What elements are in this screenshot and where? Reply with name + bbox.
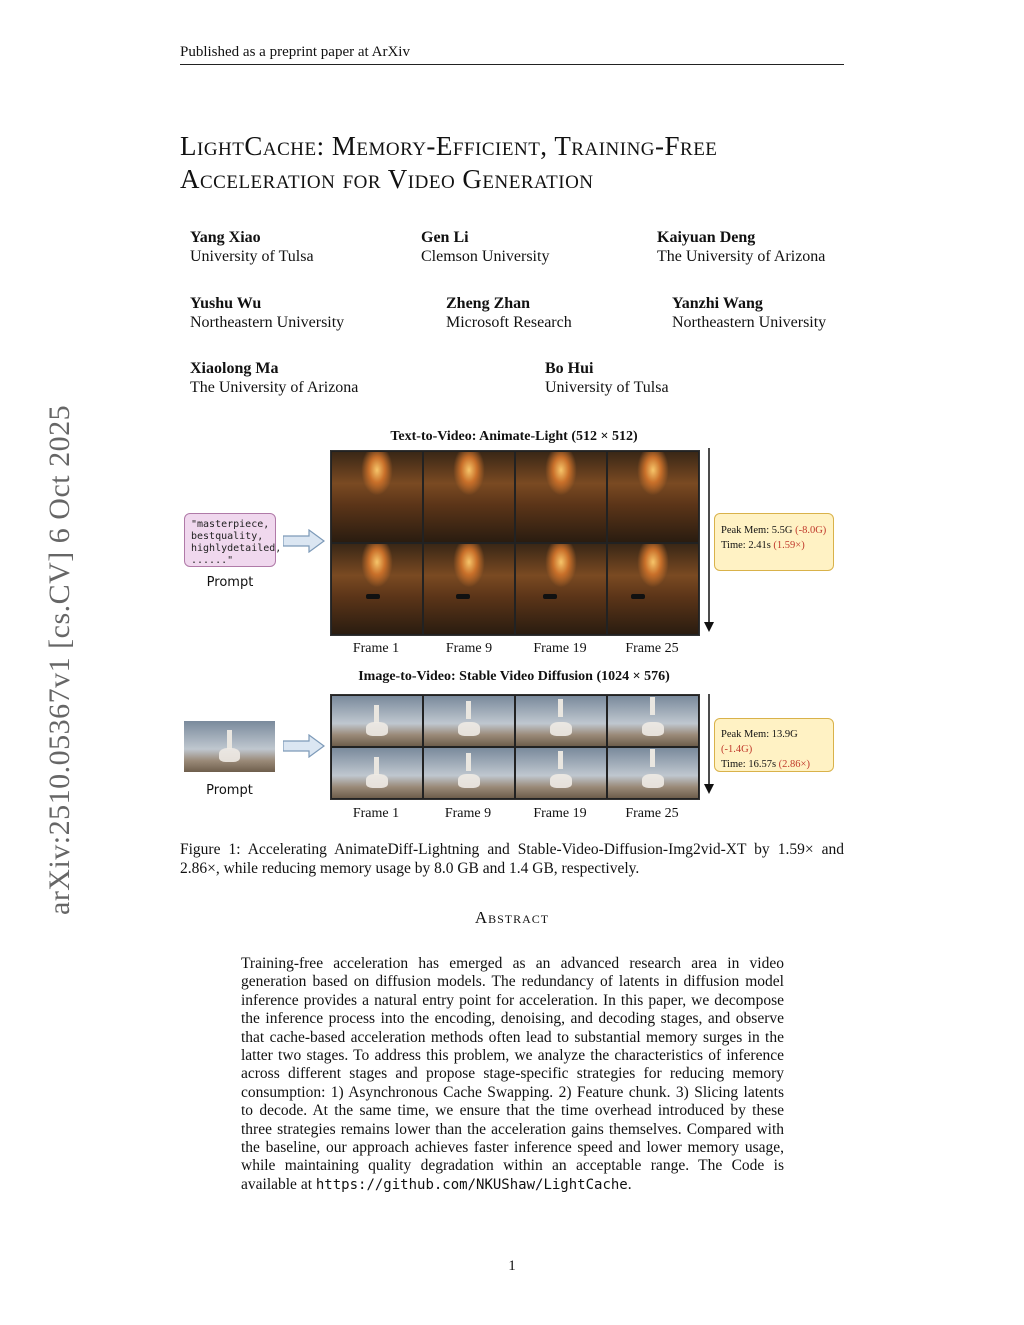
title-line-1: LightCache: Memory-Efficient, Training-Free bbox=[180, 131, 718, 161]
author-affiliation: Clemson University bbox=[421, 248, 550, 265]
author-block bbox=[190, 359, 358, 397]
i2v-peak-mem: Peak Mem: 13.9G (-1.4G) bbox=[721, 729, 798, 755]
video-frame bbox=[332, 748, 422, 798]
frame-label: Frame 25 bbox=[625, 806, 679, 821]
video-frame bbox=[516, 452, 606, 542]
frame-label: Frame 1 bbox=[352, 641, 400, 656]
author-name: Yushu Wu bbox=[190, 295, 262, 312]
author-block bbox=[545, 359, 669, 397]
abstract-end: . bbox=[627, 1175, 632, 1193]
t2v-time: Time: 2.41s (1.59×) bbox=[721, 540, 805, 551]
video-frame bbox=[516, 696, 606, 746]
code-link[interactable]: https://github.com/NKUShaw/LightCache bbox=[315, 1176, 628, 1193]
video-frame bbox=[424, 452, 514, 542]
paper-title bbox=[180, 130, 860, 196]
figure-caption: Figure 1: Accelerating AnimateDiff-Lightning and Stable-Video-Diffusion-Img2vid-XT by 1.59× and 2.86×, while reducing memory usage by 8.0 GB and 1.4 GB, respectively. bbox=[180, 841, 844, 877]
t2v-stats-box bbox=[714, 513, 834, 571]
i2v-prompt-label: Prompt bbox=[206, 783, 253, 798]
t2v-prompt-label: Prompt bbox=[206, 575, 254, 590]
author-name: Xiaolong Ma bbox=[190, 360, 279, 377]
video-frame bbox=[516, 544, 606, 634]
abstract-text: Training-free acceleration has emerged as an advanced research area in video generation based on diffusion models. The redundancy of latents in diffusion model inference provides a natural entry point for acceleration. In this paper, we decompose the inference process into the encoding, denoising, and decoding stages, and observe that cache-based acceleration methods often lead to substantial memory surges in the latter two stages. To address this problem, we analyze the characteristics of inference across different stages and propose stage-specific strategies for reducing memory consumption: 1) Asynchronous Cache Swapping. 2) Feature chunk. 3) Slicing latents to decode. At the same time, we ensure that the time overhead introduced by these three strategies remains lower than the acceleration gains themselves. Compared with the baseline, our approach achieves faster inference speed and lower memory usage, while maintaining quality degradation within an acceptable range. The Code is available at bbox=[241, 955, 784, 1193]
frame-label: Frame 9 bbox=[444, 806, 492, 821]
t2v-peak-mem: Peak Mem: 5.5G (-8.0G) bbox=[721, 525, 827, 536]
author-affiliation: Northeastern University bbox=[190, 314, 345, 331]
author-block bbox=[446, 294, 572, 332]
i2v-frame-grid bbox=[330, 694, 700, 800]
author-name: Kaiyuan Deng bbox=[657, 229, 756, 246]
page-number: 1 bbox=[508, 1258, 516, 1274]
author-block bbox=[421, 228, 549, 266]
author-affiliation: University of Tulsa bbox=[545, 379, 669, 396]
video-frame bbox=[516, 748, 606, 798]
author-affiliation: The University of Arizona bbox=[657, 248, 826, 265]
author-block bbox=[672, 294, 826, 332]
title-line-2: Acceleration for Video Generation bbox=[180, 164, 594, 194]
author-name: Gen Li bbox=[421, 229, 469, 246]
i2v-input-arrow-icon bbox=[283, 734, 325, 758]
video-frame bbox=[608, 696, 698, 746]
frame-label: Frame 19 bbox=[533, 641, 587, 656]
frame-label: Frame 25 bbox=[625, 641, 679, 656]
frame-label: Frame 19 bbox=[533, 806, 587, 821]
video-frame bbox=[424, 696, 514, 746]
i2v-stats-box bbox=[714, 718, 834, 772]
video-frame bbox=[608, 544, 698, 634]
author-affiliation: The University of Arizona bbox=[190, 379, 359, 396]
running-header: Published as a preprint paper at ArXiv bbox=[180, 44, 844, 65]
video-frame bbox=[608, 452, 698, 542]
author-name: Yang Xiao bbox=[190, 229, 261, 246]
frame-label: Frame 9 bbox=[445, 641, 493, 656]
frame-label: Frame 1 bbox=[352, 806, 400, 821]
abstract-body bbox=[241, 955, 784, 1194]
author-name: Yanzhi Wang bbox=[672, 295, 763, 312]
author-name: Bo Hui bbox=[545, 360, 594, 377]
i2v-time: Time: 16.57s (2.86×) bbox=[721, 759, 810, 770]
author-block bbox=[190, 228, 314, 266]
video-frame bbox=[424, 748, 514, 798]
author-affiliation: Microsoft Research bbox=[446, 314, 572, 331]
input-image-thumbnail bbox=[184, 721, 275, 772]
t2v-figure-title: Text-to-Video: Animate-Light (512 × 512) bbox=[390, 429, 638, 444]
video-frame bbox=[332, 696, 422, 746]
author-affiliation: Northeastern University bbox=[672, 314, 827, 331]
abstract-heading: Abstract bbox=[474, 908, 550, 927]
author-block bbox=[190, 294, 344, 332]
video-frame bbox=[608, 748, 698, 798]
text-prompt-box: "masterpiece, bestquality, highlydetailed, ......" bbox=[184, 513, 276, 567]
video-frame bbox=[332, 544, 422, 634]
i2v-figure-title: Image-to-Video: Stable Video Diffusion (1024 × 576) bbox=[358, 669, 670, 684]
author-affiliation: University of Tulsa bbox=[190, 248, 314, 265]
video-frame bbox=[332, 452, 422, 542]
t2v-input-arrow-icon bbox=[283, 529, 325, 553]
author-block bbox=[657, 228, 825, 266]
t2v-frame-grid bbox=[330, 450, 700, 636]
arxiv-identifier: arXiv:2510.05367v1 [cs.CV] 6 Oct 2025 bbox=[43, 404, 76, 915]
video-frame bbox=[424, 544, 514, 634]
author-name: Zheng Zhan bbox=[446, 295, 531, 312]
